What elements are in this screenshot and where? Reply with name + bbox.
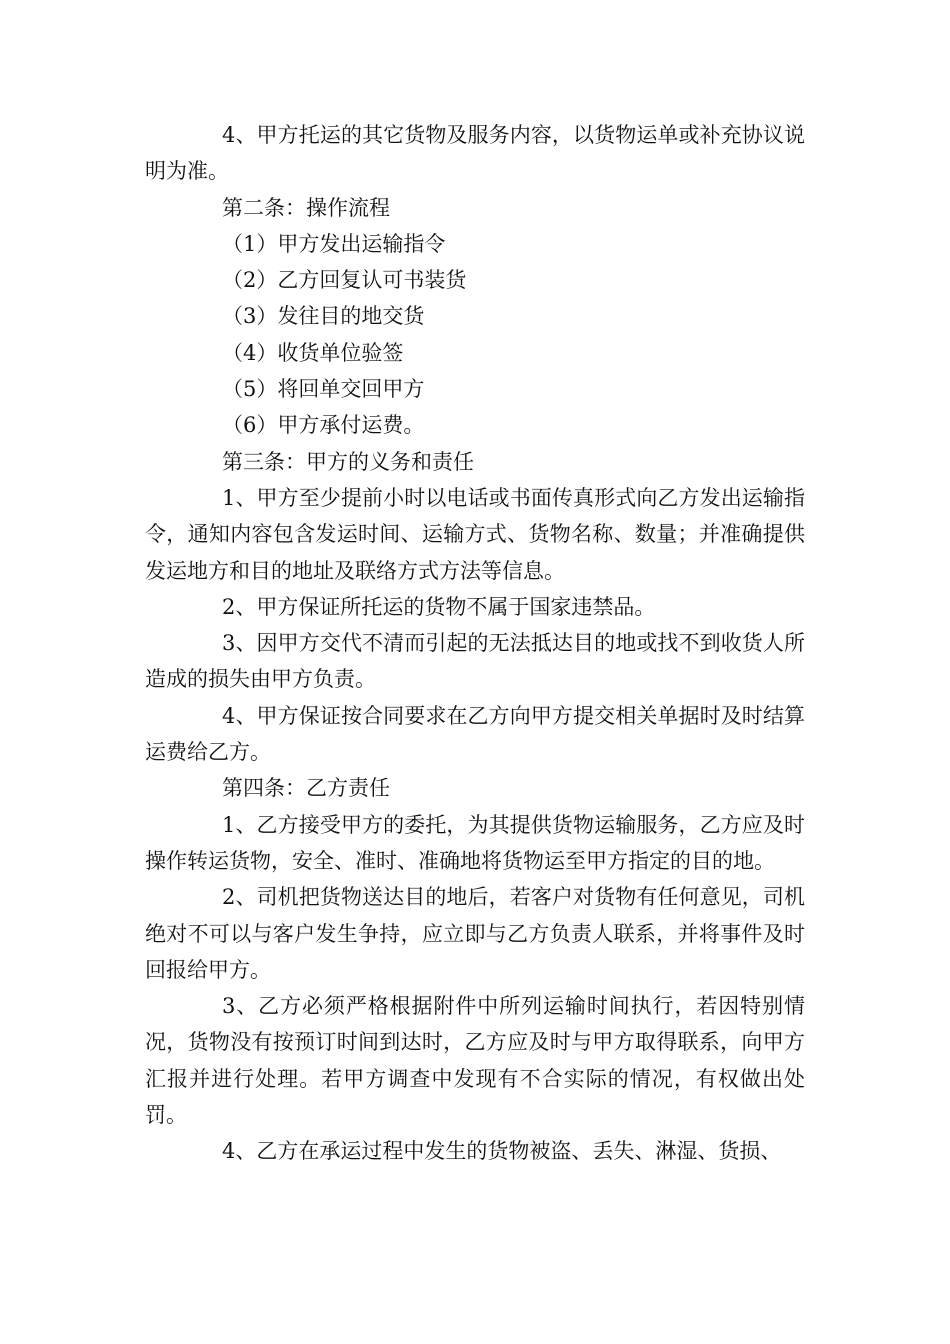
article-3-heading: 第三条：甲方的义务和责任 [222,449,474,474]
process-step-1: （1）甲方发出运输指令 [222,231,446,256]
clause-4-3: 3、乙方必须严格根据附件中所列运输时间执行，若因特别情况，货物没有按预订时间到达时，乙方应及时与甲方取得联系，向甲方汇报并进行处理。若甲方调查中发现有不合实际的情况，有权做出处罚。 [145,994,805,1128]
clause-3-2: 2、甲方保证所托运的货物不属于国家违禁品。 [222,594,656,619]
clause-3-4: 4、甲方保证按合同要求在乙方向甲方提交相关单据时及时结算运费给乙方。 [145,703,805,765]
clause-4-4: 4、乙方在承运过程中发生的货物被盗、丢失、淋湿、货损、 [222,1139,782,1164]
process-step-4: （4）收货单位验签 [222,340,404,365]
process-step-2: （2）乙方回复认可书装货 [222,268,467,293]
clause-3-1: 1、甲方至少提前小时以电话或书面传真形式向乙方发出运输指令，通知内容包含发运时间、运输方式、货物名称、数量；并准确提供发运地方和目的地址及联络方式方法等信息。 [145,485,805,583]
article-2-heading: 第二条：操作流程 [222,195,390,220]
process-step-3: （3）发往目的地交货 [222,304,425,329]
process-step-5: （5）将回单交回甲方 [222,377,425,402]
article-4-heading: 第四条：乙方责任 [222,776,390,801]
clause-1-4: 4、甲方托运的其它货物及服务内容，以货物运单或补充协议说明为准。 [145,123,805,184]
document-body [145,117,805,1170]
clause-3-3: 3、因甲方交代不清而引起的无法抵达目的地或找不到收货人所造成的损失由甲方负责。 [145,631,805,692]
clause-4-1: 1、乙方接受甲方的委托，为其提供货物运输服务，乙方应及时操作转运货物，安全、准时、准确地将货物运至甲方指定的目的地。 [145,812,805,873]
clause-4-2: 2、司机把货物送达目的地后，若客户对货物有任何意见，司机绝对不可以与客户发生争持，应立即与乙方负责人联系，并将事件及时回报给甲方。 [145,885,805,982]
process-step-6: （6）甲方承付运费。 [222,413,425,438]
